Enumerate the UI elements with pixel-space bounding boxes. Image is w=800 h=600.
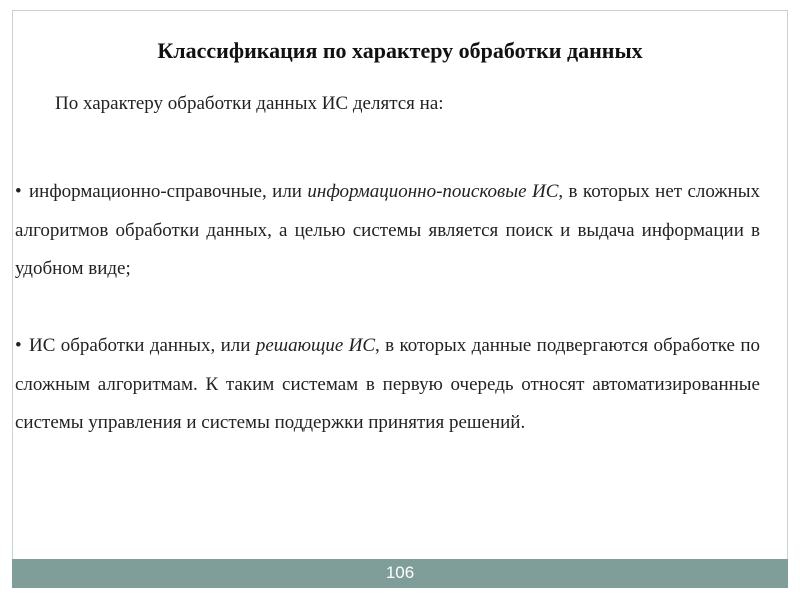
bullet-icon: •: [15, 335, 22, 356]
bullet-1-text-before: информационно-справочные, или: [29, 181, 308, 202]
bullet-1-text-after: , в которых нет сложных алгоритмов обработки данных, а целью системы является поиск и выдача информации в удобном виде;: [15, 181, 760, 280]
bullet-2-emphasis: решающие ИС: [255, 335, 376, 356]
slide-title: Классификация по характеру обработки данных: [157, 38, 643, 63]
page-number: 106: [385, 563, 415, 582]
bullet-item-2: [15, 327, 760, 443]
bullet-2-text-after: , в которых данные подвергаются обработке по сложным алгоритмам. К таким системам в первую очередь относят автоматизированные системы управления и системы поддержки принятия решений.: [15, 335, 761, 434]
intro-text: По характеру обработки данных ИС делятся на:: [55, 93, 444, 114]
bullet-2-text-before: ИС обработки данных, или: [29, 335, 256, 356]
bullet-1-emphasis: информационно-поисковые ИС: [307, 181, 559, 202]
bullet-item-1: [15, 173, 760, 289]
footer-bar: [12, 559, 788, 588]
bullet-icon: •: [15, 181, 22, 202]
